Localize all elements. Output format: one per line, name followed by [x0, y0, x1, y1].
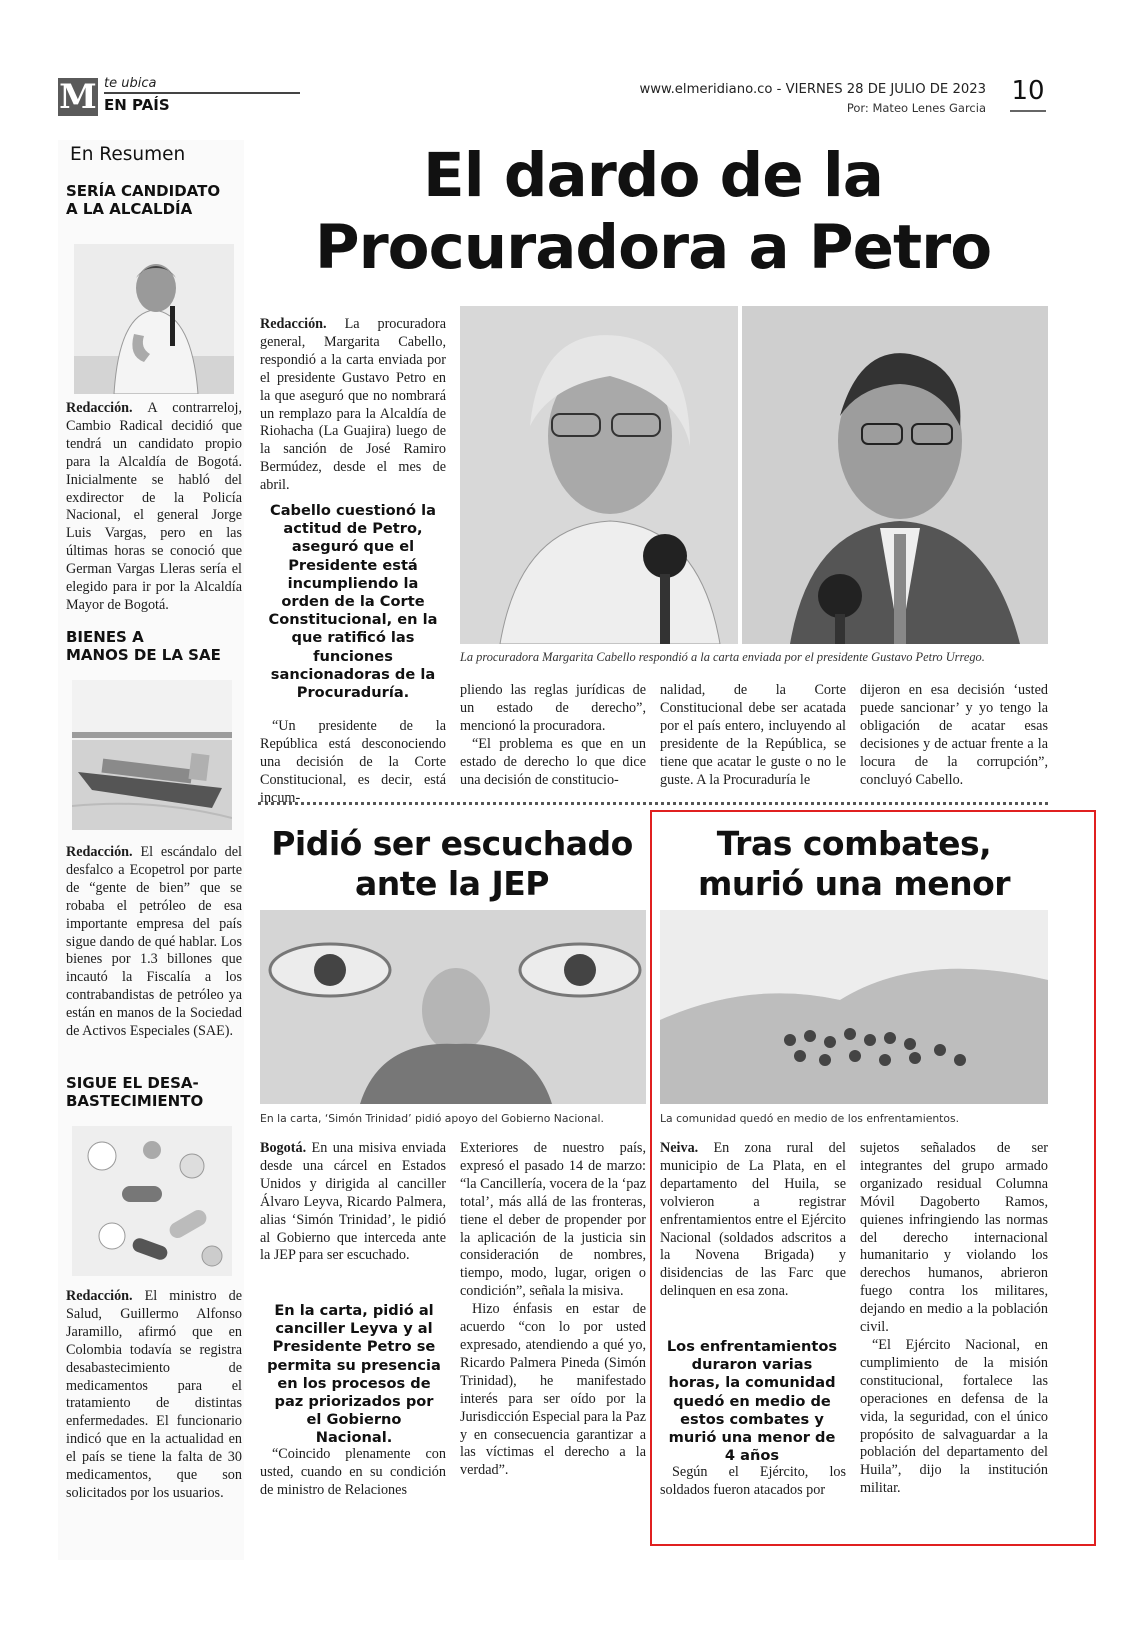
- sidebar-heading-1: SERÍA CANDIDATO A LA ALCALDÍA: [66, 182, 221, 218]
- date-line: www.elmeridiano.co - VIERNES 28 DE JULIO DE 2023: [639, 82, 986, 97]
- photo-simon-trinidad: [260, 910, 646, 1104]
- main-headline: El dardo de la Procuradora a Petro: [314, 140, 992, 283]
- jep-col1-text: Bogotá. En una misiva enviada desde una cárcel en Estados Unidos y dirigida al canciller Álvaro Leyva, Ricardo Palmera, alias ‘Simón Trinidad’, le pidió al Gobierno que interceda ante la JEP para ser escuchado.: [260, 1140, 446, 1264]
- ship-illustration: [72, 680, 232, 830]
- sidebar-text-3: Redacción. El ministro de Salud, Guillermo Alfonso Jaramillo, afirmó que en Colombia todavía se registra desabastecimiento de medicamentos para el tratamiento de distintas enfermedades. El funcionario indicó que en la actualidad en el país se tiene la falta de 30 medicamentos, que son solicitados por los usuarios.: [66, 1288, 242, 1501]
- sidebar-text-2: Redacción. El escándalo del desfalco a Ecopetrol por parte de “gente de bien” que se robaba el petróleo de esa importante empresa del país sigue dando de qué hablar. Los bienes por 1.3 billones que incautó la Fiscalía a los contrabandistas de petróleo ya están en manos de la Sociedad de Activos Especiales (SAE).: [66, 844, 243, 1040]
- pills-illustration: [72, 1126, 232, 1276]
- photo-tanker-ship: [72, 680, 232, 830]
- jep-photo-caption: En la carta, ‘Simón Trinidad’ pidió apoyo del Gobierno Nacional.: [260, 1112, 604, 1125]
- logo: M: [59, 77, 97, 117]
- crowd-illustration: [660, 910, 1048, 1104]
- jep-col1-end: “Coincido plenamente con usted, cuando en su condición de ministro de Relaciones: [260, 1446, 446, 1498]
- sidebar-heading-3: SIGUE EL DESA- BASTECIMIENTO: [66, 1074, 204, 1110]
- main-col1-text: “Un presidente de la República está desconociendo una decisión de la Corte Constitucional, es decir, está incum-: [260, 718, 446, 806]
- main-col3-text: nalidad, de la Corte Constitucional debe ser acatada por el país entero, incluyendo al presidente de la República, se tiene que acatar le guste o no le guste. A la Procuraduría le: [660, 682, 846, 788]
- section-divider: [258, 802, 1048, 805]
- main-pull-quote: Cabello cuestionó la actitud de Petro, aseguró que el Presidente está incumpliendo la orden de la Corte Constitucional, en la que ratificó las funciones sancionadoras de la Procuraduría.: [268, 502, 438, 702]
- main-intro: Redacción. La procuradora general, Margarita Cabello, respondió a la carta enviada por el presidente Gustavo Petro en la que aseguró que no nombrará un remplazo para la Alcaldía de Riohacha (La Guajira) luego de la sanción de José Ramiro Bermúdez, desde el mes de abril.: [260, 316, 447, 494]
- mural-illustration: [260, 910, 646, 1104]
- byline: Por: Mateo Lenes Garcia: [846, 101, 986, 115]
- sidebar-title: En Resumen: [70, 144, 186, 165]
- photo-politician: [74, 244, 234, 394]
- portraits-illustration: [460, 306, 1048, 644]
- jep-headline: Pidió ser escuchado ante la JEP: [271, 824, 633, 903]
- combat-col1-text: Neiva. En zona rural del municipio de La Plata, en el departamento del Huila, se volvieron a registrar enfrentamientos entre el Ejército Nacional (soldados adscritos a la Novena Brigada) y disidencias de las Farc que delinquen en esa zona.: [660, 1140, 847, 1300]
- combat-col2-text: sujetos señalados de ser integrantes del grupo armado organizado residual Columna Móvil Dagoberto Ramos, quienes infringiendo las normas del derecho internacional humanitario y violando los derechos humanos, abrieron fuego contra los militares, dejando en medio a la población civil. “El Ejército Nacional, en cumplimiento de la misión constitucional, fortalece las operaciones en defensa de la vida, la seguridad, con el único propósito de salvaguardar a la población del departamento del Huila”, dijo la institución militar.: [860, 1140, 1048, 1497]
- politician-illustration: [74, 244, 234, 394]
- section-rule: [104, 92, 300, 94]
- photo-procuradora-petro: [460, 306, 1048, 644]
- page-number-rule: [1010, 110, 1046, 112]
- sidebar-heading-2: BIENES A MANOS DE LA SAE: [66, 628, 221, 664]
- sidebar: [58, 140, 244, 1560]
- combat-headline: Tras combates, murió una menor: [697, 824, 1011, 903]
- jep-pull-quote: En la carta, pidió al canciller Leyva y al Presidente Petro se permita su presencia en los procesos de paz priorizados por el Gobierno Nacional.: [267, 1302, 441, 1447]
- masthead: [58, 76, 1048, 126]
- combat-col1-end: Según el Ejército, los soldados fueron atacados por: [660, 1464, 846, 1498]
- jep-col2-text: Exteriores de nuestro país, expresó el pasado 14 de marzo: “la Cancillería, vocera de la ‘paz total’, más allá de las fronteras, tiene el deber de propender por la aplicación de la justicia sin consideración de nombres, tiempo, modo, lugar, origen o condición”, señala la misiva. Hizo énfasis en estar de acuerdo “con lo por usted expresado, atendiendo a qué yo, Ricardo Palmera Pineda (Simón Trinidad), he manifestado interés para ser oído por la Jurisdicción Especial para la Paz y en consecuencia garantizar a las víctimas el derecho a la verdad”.: [460, 1140, 646, 1479]
- tagline: te ubica: [104, 76, 157, 91]
- section-label: EN PAÍS: [104, 96, 170, 114]
- photo-community: [660, 910, 1048, 1104]
- sidebar-text-1: Redacción. A contrarreloj, Cambio Radical decidió que tendrá un candidato propio para la Alcaldía de Bogotá. Inicialmente se habló del exdirector de la Policía Nacional, el general Jorge Luis Vargas, pero en las últimas horas se conoció que German Vargas Lleras sería el elegido para ir por la Alcaldía Mayor de Bogotá.: [66, 400, 243, 613]
- photo-medicines: [72, 1126, 232, 1276]
- main-col2-text: pliendo las reglas jurídicas de un estado de derecho”, mencionó la procuradora. “El problema es que en un estado de derecho lo que dice una decisión de constitucio-: [460, 682, 646, 788]
- main-photo-caption: La procuradora Margarita Cabello respondió a la carta enviada por el presidente Gustavo Petro Urrego.: [460, 650, 985, 664]
- page-number: 10: [1011, 76, 1045, 106]
- combat-pull-quote: Los enfrentamientos duraron varias horas, la comunidad quedó en medio de estos combates y murió una menor de 4 años: [666, 1338, 838, 1465]
- combat-photo-caption: La comunidad quedó en medio de los enfrentamientos.: [660, 1112, 960, 1125]
- main-col4-text: dijeron en esa decisión ‘usted puede sancionar’ y yo tengo la obligación de acatar esas decisiones y de actuar frente a la locura de la corrupción”, concluyó Cabello.: [860, 682, 1048, 788]
